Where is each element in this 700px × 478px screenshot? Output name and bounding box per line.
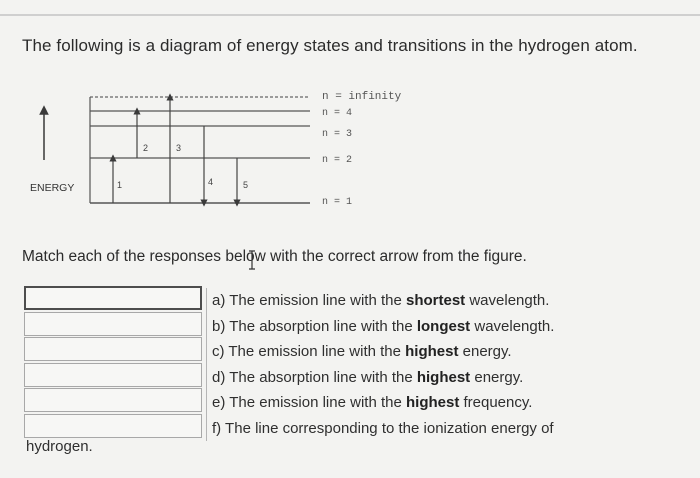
response-prompts xyxy=(206,288,677,441)
prompt-f: f) The line corresponding to the ionization energy of xyxy=(212,419,554,437)
level-label-n3: n = 3 xyxy=(322,129,353,140)
top-border xyxy=(0,14,700,16)
instructions-text: Match each of the responses below with the correct arrow from the figure. xyxy=(22,248,527,265)
level-label-n2: n = 2 xyxy=(322,155,353,166)
answer-input-f[interactable] xyxy=(24,414,202,438)
answer-input-e[interactable] xyxy=(24,388,202,412)
level-label-n4: n = 4 xyxy=(322,108,353,119)
trailing-text: hydrogen. xyxy=(26,438,93,455)
energy-level-diagram xyxy=(0,80,460,220)
transition-label-4: 4 xyxy=(208,177,214,187)
prompt-c: c) The emission line with the highest energy. xyxy=(212,343,512,360)
question-title: The following is a diagram of energy states and transitions in the hydrogen atom. xyxy=(22,36,638,55)
energy-axis-label: ENERGY xyxy=(30,182,75,194)
transition-label-1: 1 xyxy=(117,180,123,190)
answer-input-a[interactable] xyxy=(24,286,202,310)
prompt-e: e) The emission line with the highest frequency. xyxy=(212,394,533,411)
transition-label-5: 5 xyxy=(243,180,249,190)
answer-input-c[interactable] xyxy=(24,337,202,361)
prompt-d: d) The absorption line with the highest energy. xyxy=(212,368,524,386)
answer-inputs xyxy=(24,286,204,439)
answer-input-d[interactable] xyxy=(24,363,202,387)
transition-label-3: 3 xyxy=(176,143,182,153)
answer-input-b[interactable] xyxy=(24,312,202,336)
level-label-infinity: n = infinity xyxy=(322,91,402,103)
level-label-n1: n = 1 xyxy=(322,197,353,208)
text-cursor-icon xyxy=(247,250,257,270)
transition-label-2: 2 xyxy=(143,143,149,153)
prompt-b: b) The absorption line with the longest wavelength. xyxy=(212,317,555,335)
prompt-a: a) The emission line with the shortest wavelength. xyxy=(212,292,550,309)
